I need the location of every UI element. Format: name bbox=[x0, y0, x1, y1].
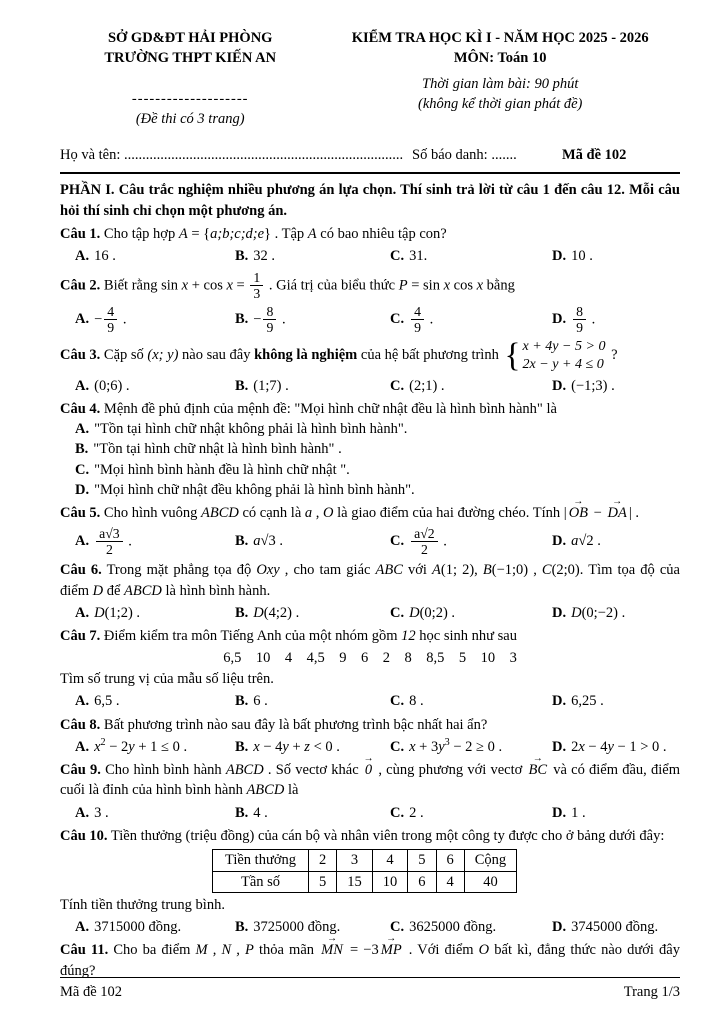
question-8-stem: Câu 8. Bất phương trình nào sau đây là bất phương trình bậc nhất hai ẩn? bbox=[60, 716, 488, 733]
option-d: D. 3745000 đồng. bbox=[552, 919, 659, 936]
part1-heading: PHẦN I. Câu trắc nghiệm nhiều phương án lựa chọn. Thí sinh trả lời từ câu 1 đến câu 12. Mỗi câu hỏi thí sinh chỉ chọn một phương án. bbox=[60, 182, 680, 219]
duration-note: Thời gian làm bài: 90 phút bbox=[422, 75, 579, 92]
question-5-options bbox=[60, 526, 680, 558]
option-c: C. $\frac{4}{9}$ . bbox=[390, 303, 434, 335]
question-6 bbox=[60, 560, 680, 623]
option-b: B. a√3 . bbox=[235, 533, 284, 550]
question-9 bbox=[60, 760, 680, 823]
option-d: D. 6,25 . bbox=[552, 693, 604, 710]
question-6-stem: Câu 6. Trong mặt phẳng tọa độ Oxy , cho tam giác ABC với A(1; 2), B(−1;0) , C(2;0). Tìm tọa độ của điểm D để ABCD là hình bình hành. bbox=[60, 562, 680, 599]
option-c: C. 8 . bbox=[390, 693, 424, 710]
option-c: C. 2 . bbox=[390, 804, 424, 821]
question-10-followup: Tính tiền thưởng trung bình. bbox=[60, 896, 225, 913]
table-cell: 6 bbox=[436, 850, 464, 871]
header-right bbox=[320, 28, 680, 129]
option-a: A. 6,5 . bbox=[75, 693, 120, 710]
question-4 bbox=[60, 399, 680, 500]
option-a: A. (0;6) . bbox=[75, 377, 130, 394]
option-a: A. $\frac{a√3}{2}$ . bbox=[75, 525, 132, 558]
option-d: D. D(0;−2) . bbox=[552, 605, 626, 622]
footer-page-number: Trang 1/3 bbox=[623, 983, 680, 1000]
exam-title: KIỂM TRA HỌC KÌ I - NĂM HỌC 2025 - 2026 bbox=[351, 30, 649, 46]
question-7 bbox=[60, 626, 680, 711]
table-cell: 10 bbox=[372, 871, 408, 892]
question-2 bbox=[60, 270, 680, 336]
option-b: B. 3725000 đồng. bbox=[235, 919, 341, 936]
question-4-stem: Câu 4. Mệnh đề phủ định của mệnh đề: "Mọi hình chữ nhật đều là hình bình hành" là bbox=[60, 400, 557, 417]
department-name: SỞ GD&ĐT HẢI PHÒNG bbox=[107, 30, 273, 46]
option-b: B. "Tồn tại hình chữ nhật là hình bình hành" . bbox=[75, 441, 342, 458]
option-a: A. 3 . bbox=[75, 804, 109, 821]
question-5 bbox=[60, 503, 680, 557]
question-1-stem: Câu 1. Cho tập hợp A = {a;b;c;d;e} . Tập A có bao nhiêu tập con? bbox=[60, 226, 447, 243]
question-10-stem: Câu 10. Tiền thưởng (triệu đồng) của cán bộ và nhân viên trong một công ty được cho ở bảng dưới đây: bbox=[60, 828, 665, 844]
vector-notation: → DA bbox=[607, 503, 626, 523]
question-8 bbox=[60, 715, 680, 758]
table-cell: Tần số bbox=[213, 871, 309, 892]
option-a: A. D(1;2) . bbox=[75, 605, 141, 622]
footer-exam-code: Mã đề 102 bbox=[60, 983, 123, 1000]
pages-note: (Đề thi có 3 trang) bbox=[135, 110, 245, 127]
option-c: C. $x + 3y^3 - 2 \ge 0$ . bbox=[390, 736, 503, 755]
table-cell: 5 bbox=[309, 871, 337, 892]
question-7-options bbox=[60, 691, 680, 711]
table-cell: 6 bbox=[408, 871, 436, 892]
option-d: D. (−1;3) . bbox=[552, 377, 615, 394]
option-c: C. (2;1) . bbox=[390, 377, 445, 394]
table-cell: 5 bbox=[408, 850, 436, 871]
table-cell: 4 bbox=[372, 850, 408, 871]
option-b: B. 32 . bbox=[235, 248, 276, 265]
question-9-options bbox=[60, 803, 680, 823]
question-2-options bbox=[60, 304, 680, 336]
option-b: B. 6 . bbox=[235, 693, 268, 710]
question-7-stem: Câu 7. Điểm kiểm tra môn Tiếng Anh của một nhóm gồm 12 học sinh như sau bbox=[60, 628, 517, 645]
vector-notation: → MN bbox=[321, 940, 343, 960]
option-d: D. "Mọi hình chữ nhật đều không phải là hình bình hành". bbox=[75, 482, 415, 498]
option-d: D. 2x − 4y − 1 > 0 . bbox=[552, 738, 667, 755]
option-b: B. − $\frac{8}{9}$ . bbox=[235, 303, 286, 335]
school-name: TRƯỜNG THPT KIẾN AN bbox=[104, 50, 277, 67]
question-3-stem: Câu 3. Cặp số (x; y) nào sau đây không là nghiệm của hệ bất phương trình { x + 4y − 5 > 0 2x − y + 4 ≤ 0 ? bbox=[60, 336, 618, 374]
option-c: C. "Mọi hình bình hành đều là hình chữ nhật ". bbox=[75, 461, 350, 478]
question-1 bbox=[60, 224, 680, 267]
info-row bbox=[60, 145, 680, 174]
option-a: A. 16 . bbox=[75, 248, 116, 265]
option-c: C. D(0;2) . bbox=[390, 605, 456, 622]
reward-frequency-table bbox=[212, 849, 517, 893]
table-cell: 15 bbox=[337, 871, 373, 892]
option-c: C. 3625000 đồng. bbox=[390, 919, 497, 936]
question-6-options bbox=[60, 603, 680, 623]
candidate-number-blank: Số báo danh: ....... bbox=[412, 147, 517, 164]
question-10-options bbox=[60, 917, 680, 937]
question-11 bbox=[60, 940, 680, 981]
vector-notation: → BC bbox=[529, 760, 548, 780]
option-d: D. $\frac{8}{9}$ . bbox=[552, 303, 596, 335]
question-4-options bbox=[60, 419, 680, 500]
question-7-data-values: 6,5 10 4 4,5 9 6 2 8 8,5 5 10 3 bbox=[223, 649, 517, 666]
option-b: B. x − 4y + z < 0 . bbox=[235, 738, 340, 755]
question-7-followup: Tìm số trung vị của mẫu số liệu trên. bbox=[60, 670, 274, 687]
duration-subnote: (không kể thời gian phát đề) bbox=[417, 95, 583, 112]
option-c: C. $\frac{a√2}{2}$ . bbox=[390, 525, 447, 558]
option-d: D. a√2 . bbox=[552, 533, 601, 550]
option-b: B. (1;7) . bbox=[235, 377, 289, 394]
question-3-options bbox=[60, 376, 680, 396]
option-c: C. 31. bbox=[390, 248, 428, 265]
option-a: A. 3715000 đồng. bbox=[75, 919, 182, 936]
option-a: A. − $\frac{4}{9}$ . bbox=[75, 303, 127, 335]
student-name-blank: Họ và tên: ............................................................................. bbox=[60, 147, 404, 164]
table-cell: 40 bbox=[464, 871, 516, 892]
question-5-stem: Câu 5. Cho hình vuông ABCD có cạnh là a , O là giao điểm của hai đường chéo. Tính | → OB − → DA | . bbox=[60, 503, 680, 523]
question-1-options bbox=[60, 246, 680, 266]
option-d: D. 10 . bbox=[552, 248, 593, 265]
question-3 bbox=[60, 338, 680, 395]
question-2-stem: Câu 2. Biết rằng sin x + cos x = $\frac{1}{3}$ . Giá trị của biểu thức P = sin x cos x bằng bbox=[60, 269, 515, 302]
exam-code: Mã đề 102 bbox=[562, 147, 627, 164]
option-b: B. 4 . bbox=[235, 804, 268, 821]
divider-dashes: -------------------- bbox=[131, 90, 249, 107]
footer bbox=[60, 977, 680, 1002]
header bbox=[60, 28, 680, 129]
option-a: A. $x^2 - 2y + 1 \le 0$ . bbox=[75, 736, 188, 755]
table-cell: 2 bbox=[309, 850, 337, 871]
option-d: D. 1 . bbox=[552, 804, 586, 821]
option-b: B. D(4;2) . bbox=[235, 605, 300, 622]
table-cell: Cộng bbox=[464, 850, 516, 871]
question-9-stem: Câu 9. Cho hình bình hành ABCD . Số vectơ khác → 0 , cùng phương với vectơ → BC và có điểm đầu, điểm cuối là đỉnh của hình bình hành ABCD là bbox=[60, 760, 680, 801]
vector-notation: → 0 bbox=[365, 760, 372, 780]
vector-notation: → MP bbox=[381, 940, 402, 960]
table-cell: Tiền thưởng bbox=[213, 850, 309, 871]
option-a: A. "Tồn tại hình chữ nhật không phải là hình bình hành". bbox=[75, 421, 408, 438]
question-11-stem: Câu 11. Cho ba điểm M , N , P thỏa mãn → MN = −3 → MP . Với điểm O bất kì, đẳng thức nào dưới đây đúng? bbox=[60, 940, 680, 981]
header-left bbox=[60, 28, 320, 129]
vector-notation: → OB bbox=[569, 503, 588, 523]
question-10 bbox=[60, 826, 680, 937]
table-cell: 3 bbox=[337, 850, 373, 871]
subject-title: MÔN: Toán 10 bbox=[453, 50, 547, 67]
table-cell: 4 bbox=[436, 871, 464, 892]
